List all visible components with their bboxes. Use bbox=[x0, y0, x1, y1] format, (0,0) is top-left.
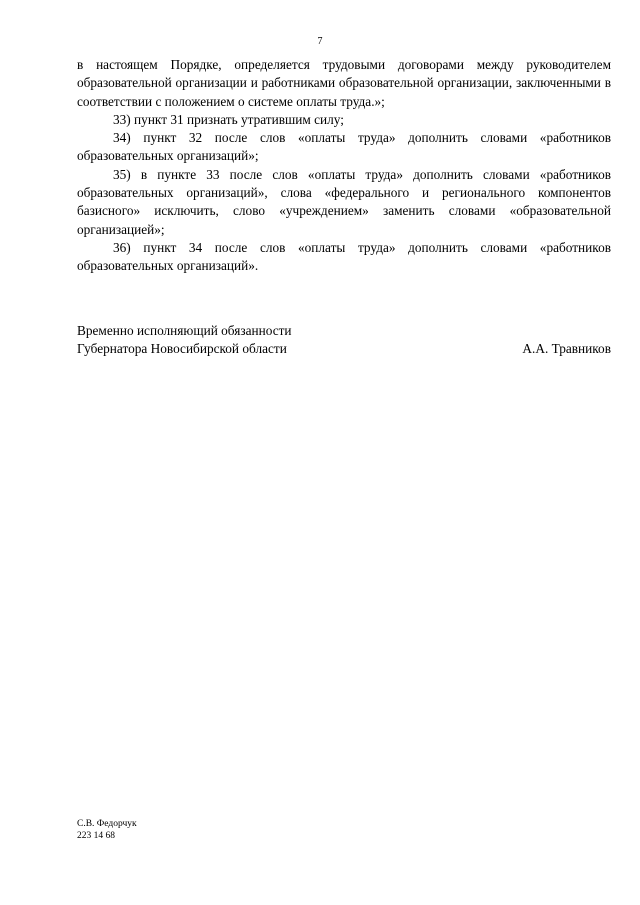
paragraph-item-33: 33) пункт 31 признать утратившим силу; bbox=[113, 111, 344, 127]
executor-footer bbox=[77, 818, 137, 842]
signatory-position-line2: Губернатора Новосибирской области bbox=[77, 341, 287, 357]
signatory-name: А.А. Травников bbox=[522, 341, 611, 357]
paragraph-item-34: 34) пункт 32 после слов «оплаты труда» дополнить словами «работников образовательных организаций»; bbox=[77, 130, 611, 164]
executor-name: С.В. Федорчук bbox=[77, 819, 137, 829]
paragraph-item-36: 36) пункт 34 после слов «оплаты труда» дополнить словами «работников образовательных организаций». bbox=[77, 239, 611, 274]
paragraph-continuation: в настоящем Порядке, определяется трудовыми договорами между руководителем образовательной организации и работниками образовательной организации, заключенными в соответствии с положением о системе оплаты труда.»; bbox=[77, 57, 611, 109]
signatory-position-line1: Временно исполняющий обязанности bbox=[77, 323, 292, 338]
executor-phone: 223 14 68 bbox=[77, 831, 115, 841]
document-body bbox=[77, 56, 611, 276]
signature-block bbox=[77, 322, 611, 359]
page-number: 7 bbox=[317, 36, 323, 47]
paragraph-item-35: 35) в пункте 33 после слов «оплаты труда» дополнить словами «работников образовательных организаций», слова «федерального и регионального компонентов базисного» исключить, слово «учреждением» заменить словами «образовательной организацией»; bbox=[77, 166, 611, 237]
